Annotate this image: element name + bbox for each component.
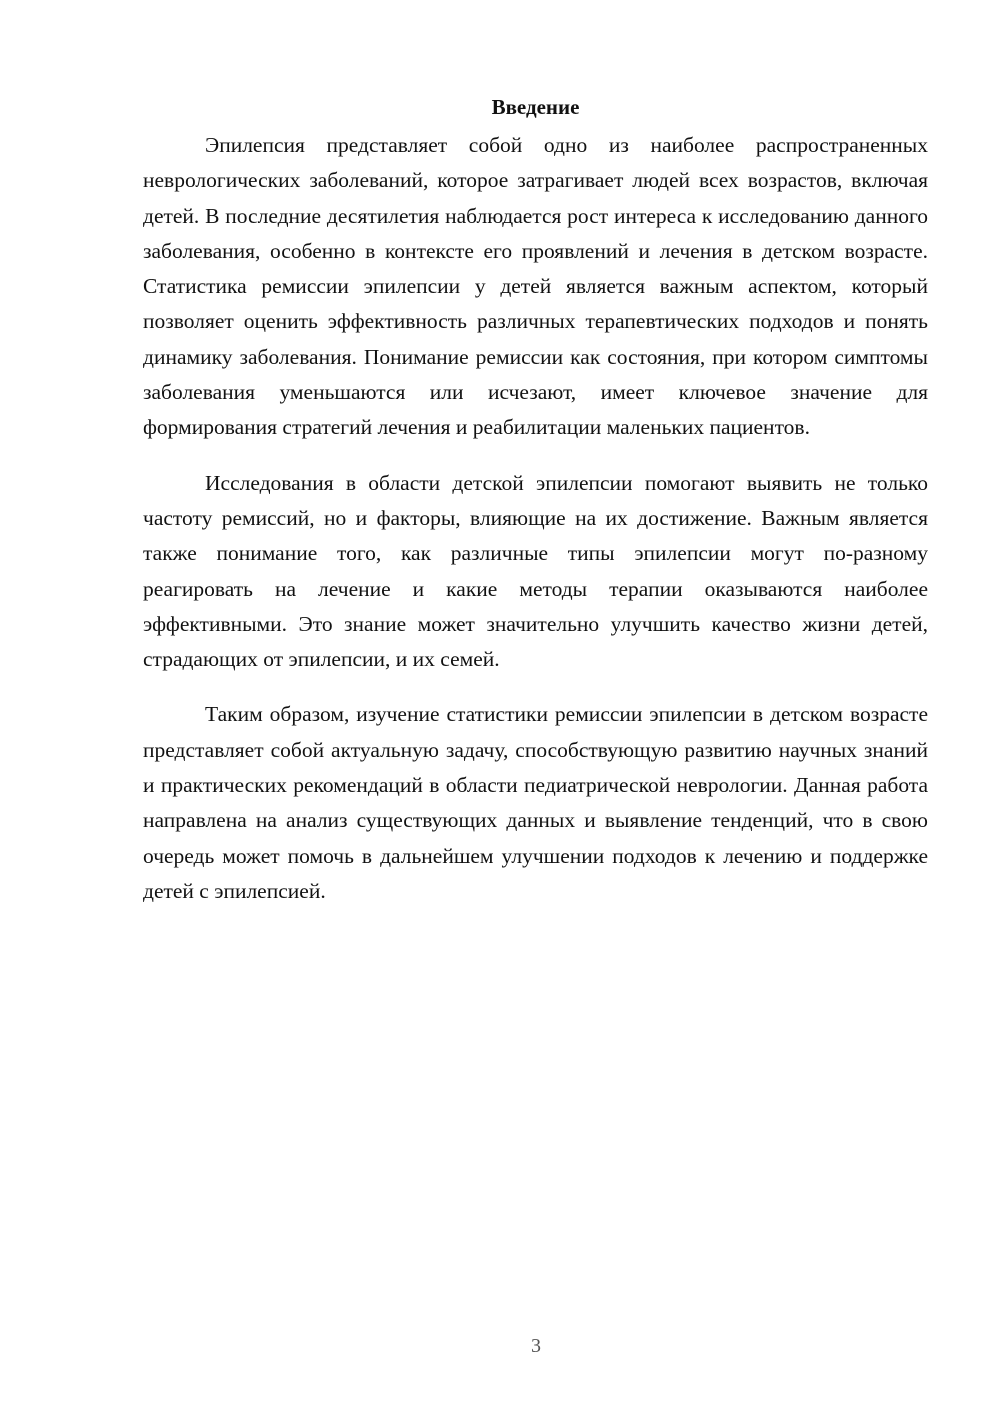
- page-number: 3: [531, 1335, 541, 1357]
- document-page: [143, 92, 928, 929]
- paragraph-1: Эпилепсия представляет собой одно из наиболее распространенных неврологических заболеваний, которое затрагивает людей всех возрастов, включая детей. В последние десятилетия наблюдается рост интереса к исследованию данного заболевания, особенно в контексте его проявлений и лечения в детском возрасте. Статистика ремиссии эпилепсии у детей является важным аспектом, который позволяет оценить эффективность различных терапевтических подходов и понять динамику заболевания. Понимание ремиссии как состояния, при котором симптомы заболевания уменьшаются или исчезают, имеет ключевое значение для формирования стратегий лечения и реабилитации маленьких пациентов.: [143, 133, 928, 440]
- paragraph-3: Таким образом, изучение статистики ремиссии эпилепсии в детском возрасте представляет собой актуальную задачу, способствующую развитию научных знаний и практических рекомендаций в области педиатрической неврологии. Данная работа направлена на анализ существующих данных и выявление тенденций, что в свою очередь может помочь в дальнейшем улучшении подходов к лечению и поддержке детей с эпилепсией.: [143, 702, 928, 903]
- paragraph-2: Исследования в области детской эпилепсии помогают выявить не только частоту ремиссий, но и факторы, влияющие на их достижение. Важным является также понимание того, как различные типы эпилепсии могут по-разному реагировать на лечение и какие методы терапии оказываются наиболее эффективными. Это знание может значительно улучшить качество жизни детей, страдающих от эпилепсии, и их семей.: [143, 470, 928, 672]
- section-heading: Введение: [491, 95, 580, 119]
